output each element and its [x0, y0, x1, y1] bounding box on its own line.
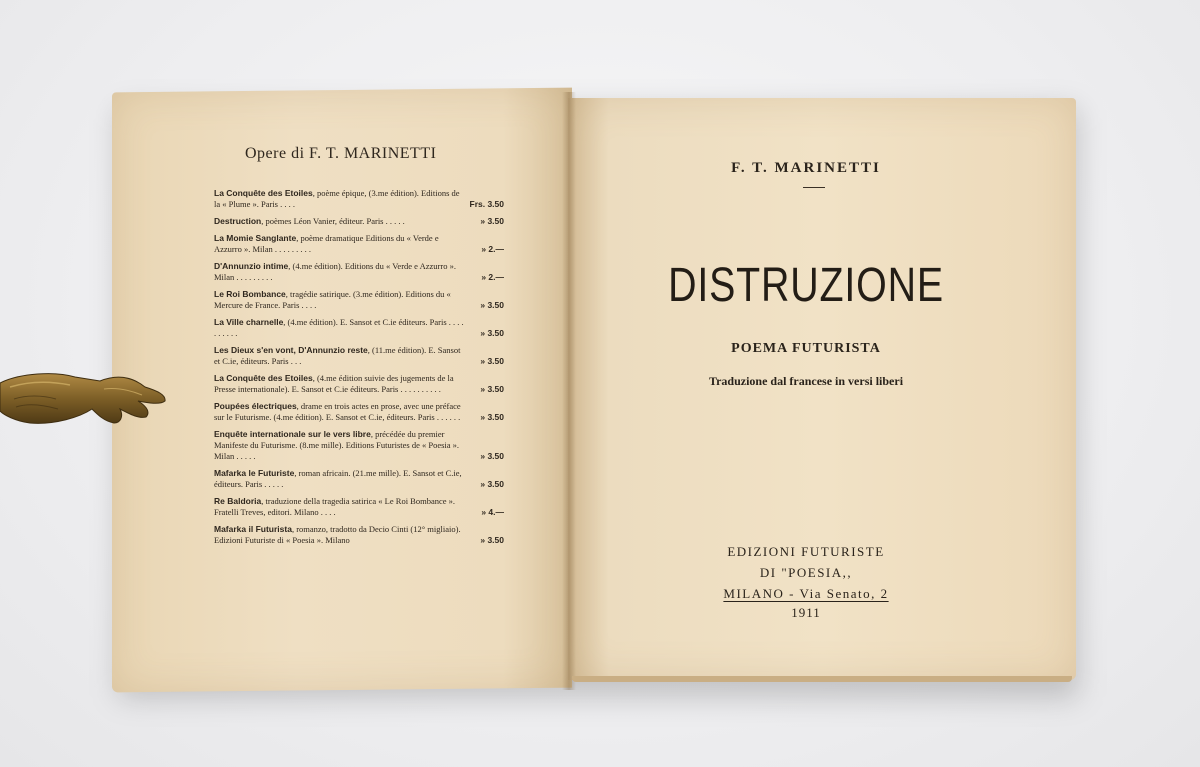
page-edge: [572, 676, 1072, 682]
entry-description: , (4.me édition suivie des jugements de la Presse internationale). E. Sansot et C.ie éditeurs. Paris . . . . . . . . . .: [214, 373, 454, 394]
brass-hand-clip-icon: [0, 365, 170, 435]
works-list-entry: [214, 289, 504, 311]
entry-description: , (4.me édition). E. Sansot et C.ie éditeurs. Paris . . . . . . . . . .: [214, 317, 464, 338]
works-list-entry: [214, 524, 504, 546]
entry-price: » 3.50: [480, 412, 504, 422]
publisher-line-1: EDIZIONI FUTURISTE: [727, 544, 885, 559]
works-list-entry: [214, 401, 504, 423]
entry-title: La Momie Sanglante: [214, 233, 297, 243]
translation-note: Traduzione dal francese in versi liberi: [708, 374, 904, 388]
entry-description: , drame en trois actes en prose, avec une préface sur le Futurisme. (4.me édition). E. Sansot et C.ie, éditeurs. Paris . . . . . .: [214, 401, 461, 422]
entry-price: » 4.—: [481, 507, 504, 517]
works-list-entry: [214, 345, 504, 367]
entry-description: , précédée du premier Manifeste du Futurisme. (8.me mille). Editions Futuristes de « Poesia ». Milan . . . . .: [214, 429, 460, 461]
entry-price: » 3.50: [480, 479, 504, 489]
entry-price: » 3.50: [480, 300, 504, 310]
entry-title: Enquête internationale sur le vers libre: [214, 429, 371, 439]
entry-description: , (4.me édition). Editions du « Verde e Azzurro ». Milan . . . . . . . . .: [214, 261, 456, 282]
entry-description: , traduzione della tragedia satirica « Le Roi Bombance ». Fratelli Treves, editori. Milano . . . .: [214, 496, 456, 517]
book-title: DISTRUZIONE: [668, 259, 944, 312]
entry-title: Poupées électriques: [214, 401, 297, 411]
entry-price: Frs. 3.50: [469, 199, 504, 209]
entry-title: Mafarka il Futurista: [214, 524, 292, 534]
entry-price: » 3.50: [480, 328, 504, 338]
publisher-line-2: DI "POESIA,,: [759, 565, 853, 580]
entry-description: , poèmes Léon Vanier, éditeur. Paris . . . . .: [261, 216, 405, 226]
entry-description: , poème dramatique Editions du « Verde e Azzurro ». Milan . . . . . . . . .: [214, 233, 439, 254]
entry-title: Mafarka le Futuriste: [214, 468, 295, 478]
publisher-address: MILANO - Via Senato, 2: [723, 586, 889, 601]
author-rule: [803, 187, 825, 188]
entry-price: » 2.—: [481, 244, 504, 254]
works-list-entry: [214, 468, 504, 490]
entry-title: Les Dieux s'en vont, D'Annunzio reste: [214, 345, 368, 355]
entry-price: » 2.—: [481, 272, 504, 282]
entry-price: » 3.50: [480, 451, 504, 461]
entry-price: » 3.50: [480, 216, 504, 226]
works-list-entry: [214, 373, 504, 395]
entry-description: , romanzo, tradotto da Decio Cinti (12° migliaio). Edizioni Futuriste di « Poesia ». Milano: [214, 524, 461, 545]
works-list-entry: [214, 496, 504, 518]
entry-description: , (11.me édition). E. Sansot et C.ie, éditeurs. Paris . . .: [214, 345, 461, 366]
works-list-entry: [214, 429, 504, 462]
publication-year: 1911: [791, 605, 821, 620]
works-list-entry: [214, 317, 504, 339]
book-subtitle: POEMA FUTURISTA: [731, 341, 881, 356]
entry-title: La Conquête des Etoiles: [214, 188, 313, 198]
entry-price: » 3.50: [480, 535, 504, 545]
entry-title: La Ville charnelle: [214, 317, 284, 327]
works-list-entry: [214, 188, 504, 210]
entry-title: Re Baldoria: [214, 496, 262, 506]
author-name: F. T. MARINETTI: [731, 160, 881, 176]
works-list-entry: [214, 216, 504, 227]
entry-description: , roman africain. (21.me mille). E. Sansot et C.ie, éditeurs. Paris . . . . .: [214, 468, 462, 489]
entry-title: Le Roi Bombance: [214, 289, 286, 299]
publisher-block: [568, 541, 1044, 604]
entry-description: , tragédie satirique. (3.me édition). Editions du « Mercure de France. Paris . . . .: [214, 289, 451, 310]
entry-title: Destruction: [214, 216, 262, 226]
works-list-entry: [214, 261, 504, 283]
entry-description: , poème épique, (3.me édition). Editions de la « Plume ». Paris . . . .: [214, 188, 460, 209]
works-list: [214, 188, 504, 552]
entry-price: » 3.50: [480, 384, 504, 394]
entry-title: D'Annunzio intime: [214, 261, 289, 271]
entry-price: » 3.50: [480, 356, 504, 366]
works-list-title: Opere di F. T. MARINETTI: [245, 145, 437, 162]
entry-title: La Conquête des Etoiles: [214, 373, 313, 383]
works-list-entry: [214, 233, 504, 255]
